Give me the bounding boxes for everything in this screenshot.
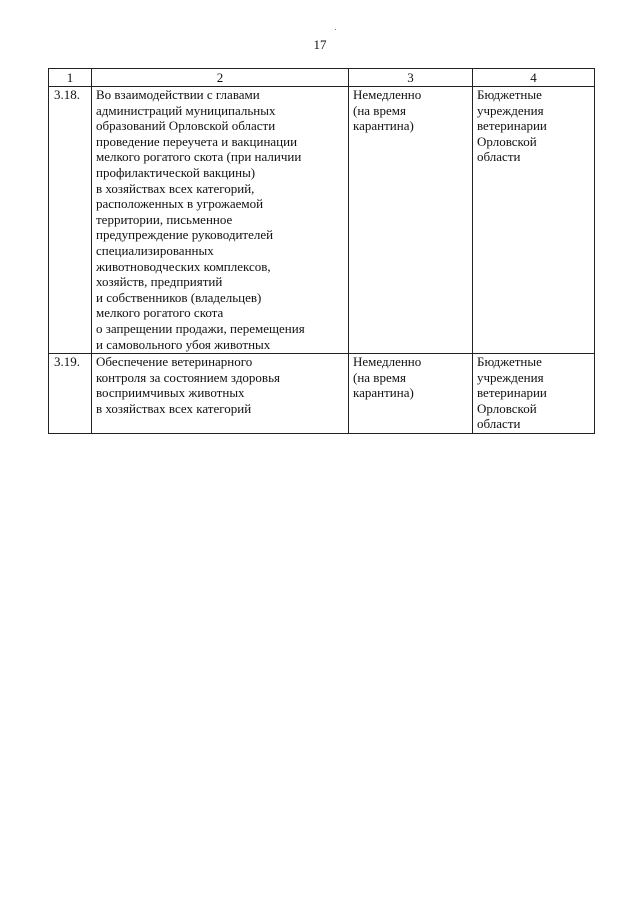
responsible-executor: Бюджетные учреждения ветеринарии Орловской области: [473, 354, 595, 434]
measures-table: [48, 68, 595, 434]
responsible-executor: Бюджетные учреждения ветеринарии Орловской области: [473, 87, 595, 354]
table-row: [49, 87, 595, 354]
measure-description: Обеспечение ветеринарного контроля за состоянием здоровья восприимчивых животных в хозяйствах всех категорий: [92, 354, 349, 434]
deadline: Немедленно (на время карантина): [349, 354, 473, 434]
table-row: [49, 354, 595, 434]
table-header-row: [49, 69, 595, 87]
scan-speck: [335, 29, 336, 30]
measure-description: Во взаимодействии с главами администраций муниципальных образований Орловской области проведение переучета и вакцинации мелкого рогатого скота (при наличии профилактической вакцины) в хозяйствах всех категорий, расположенных в угрожаемой территории, письменное предупреждение руководителей специализированных животноводческих комплексов, хозяйств, предприятий и собственников (владельцев) мелкого рогатого скота о запрещении продажи, перемещения и самовольного убоя животных: [92, 87, 349, 354]
column-header-4: 4: [473, 69, 595, 87]
column-header-2: 2: [92, 69, 349, 87]
row-number: 3.18.: [49, 87, 92, 354]
column-header-1: 1: [49, 69, 92, 87]
deadline: Немедленно (на время карантина): [349, 87, 473, 354]
page-number: 17: [313, 37, 327, 52]
column-header-3: 3: [349, 69, 473, 87]
row-number: 3.19.: [49, 354, 92, 434]
